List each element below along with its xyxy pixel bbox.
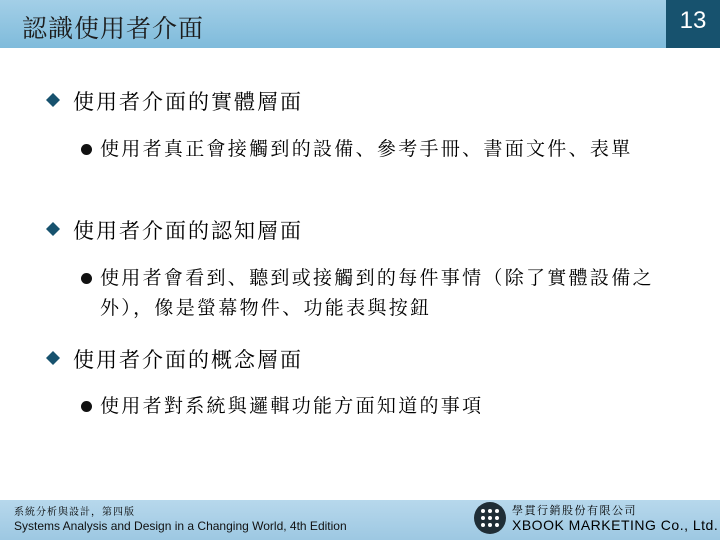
footer-book-title-en: Systems Analysis and Design in a Changing World, 4th Edition xyxy=(14,519,347,533)
publisher-logo-icon xyxy=(474,502,506,534)
diamond-bullet-icon xyxy=(46,93,60,107)
bullet-2-sub-1: 使用者會看到、聽到或接觸到的每件事情（除了實體設備之外），像是螢幕物件、功能表與按鈕 xyxy=(100,267,654,319)
round-bullet-icon xyxy=(81,144,92,155)
footer-book-title-ch: 系統分析與設計，第四版 xyxy=(14,507,135,518)
round-bullet-icon xyxy=(81,401,92,412)
bullet-3-text: 使用者介面的概念層面 xyxy=(73,348,303,372)
publisher-name-en: XBOOK MARKETING Co., Ltd. xyxy=(512,517,719,533)
publisher-name-ch: 學貫行銷股份有限公司 xyxy=(512,504,637,517)
diamond-bullet-icon xyxy=(46,351,60,365)
slide-title: 認識使用者介面 xyxy=(22,14,205,43)
bullet-3-sub-1: 使用者對系統與邏輯功能方面知道的事項 xyxy=(100,395,484,417)
round-bullet-icon xyxy=(81,273,92,284)
page-number: 13 xyxy=(679,7,707,34)
bullet-2-text: 使用者介面的認知層面 xyxy=(73,219,303,243)
diamond-bullet-icon xyxy=(46,222,60,236)
bullet-1-sub-1: 使用者真正會接觸到的設備、參考手冊、書面文件、表單 xyxy=(100,138,633,160)
bullet-1-text: 使用者介面的實體層面 xyxy=(73,90,303,114)
